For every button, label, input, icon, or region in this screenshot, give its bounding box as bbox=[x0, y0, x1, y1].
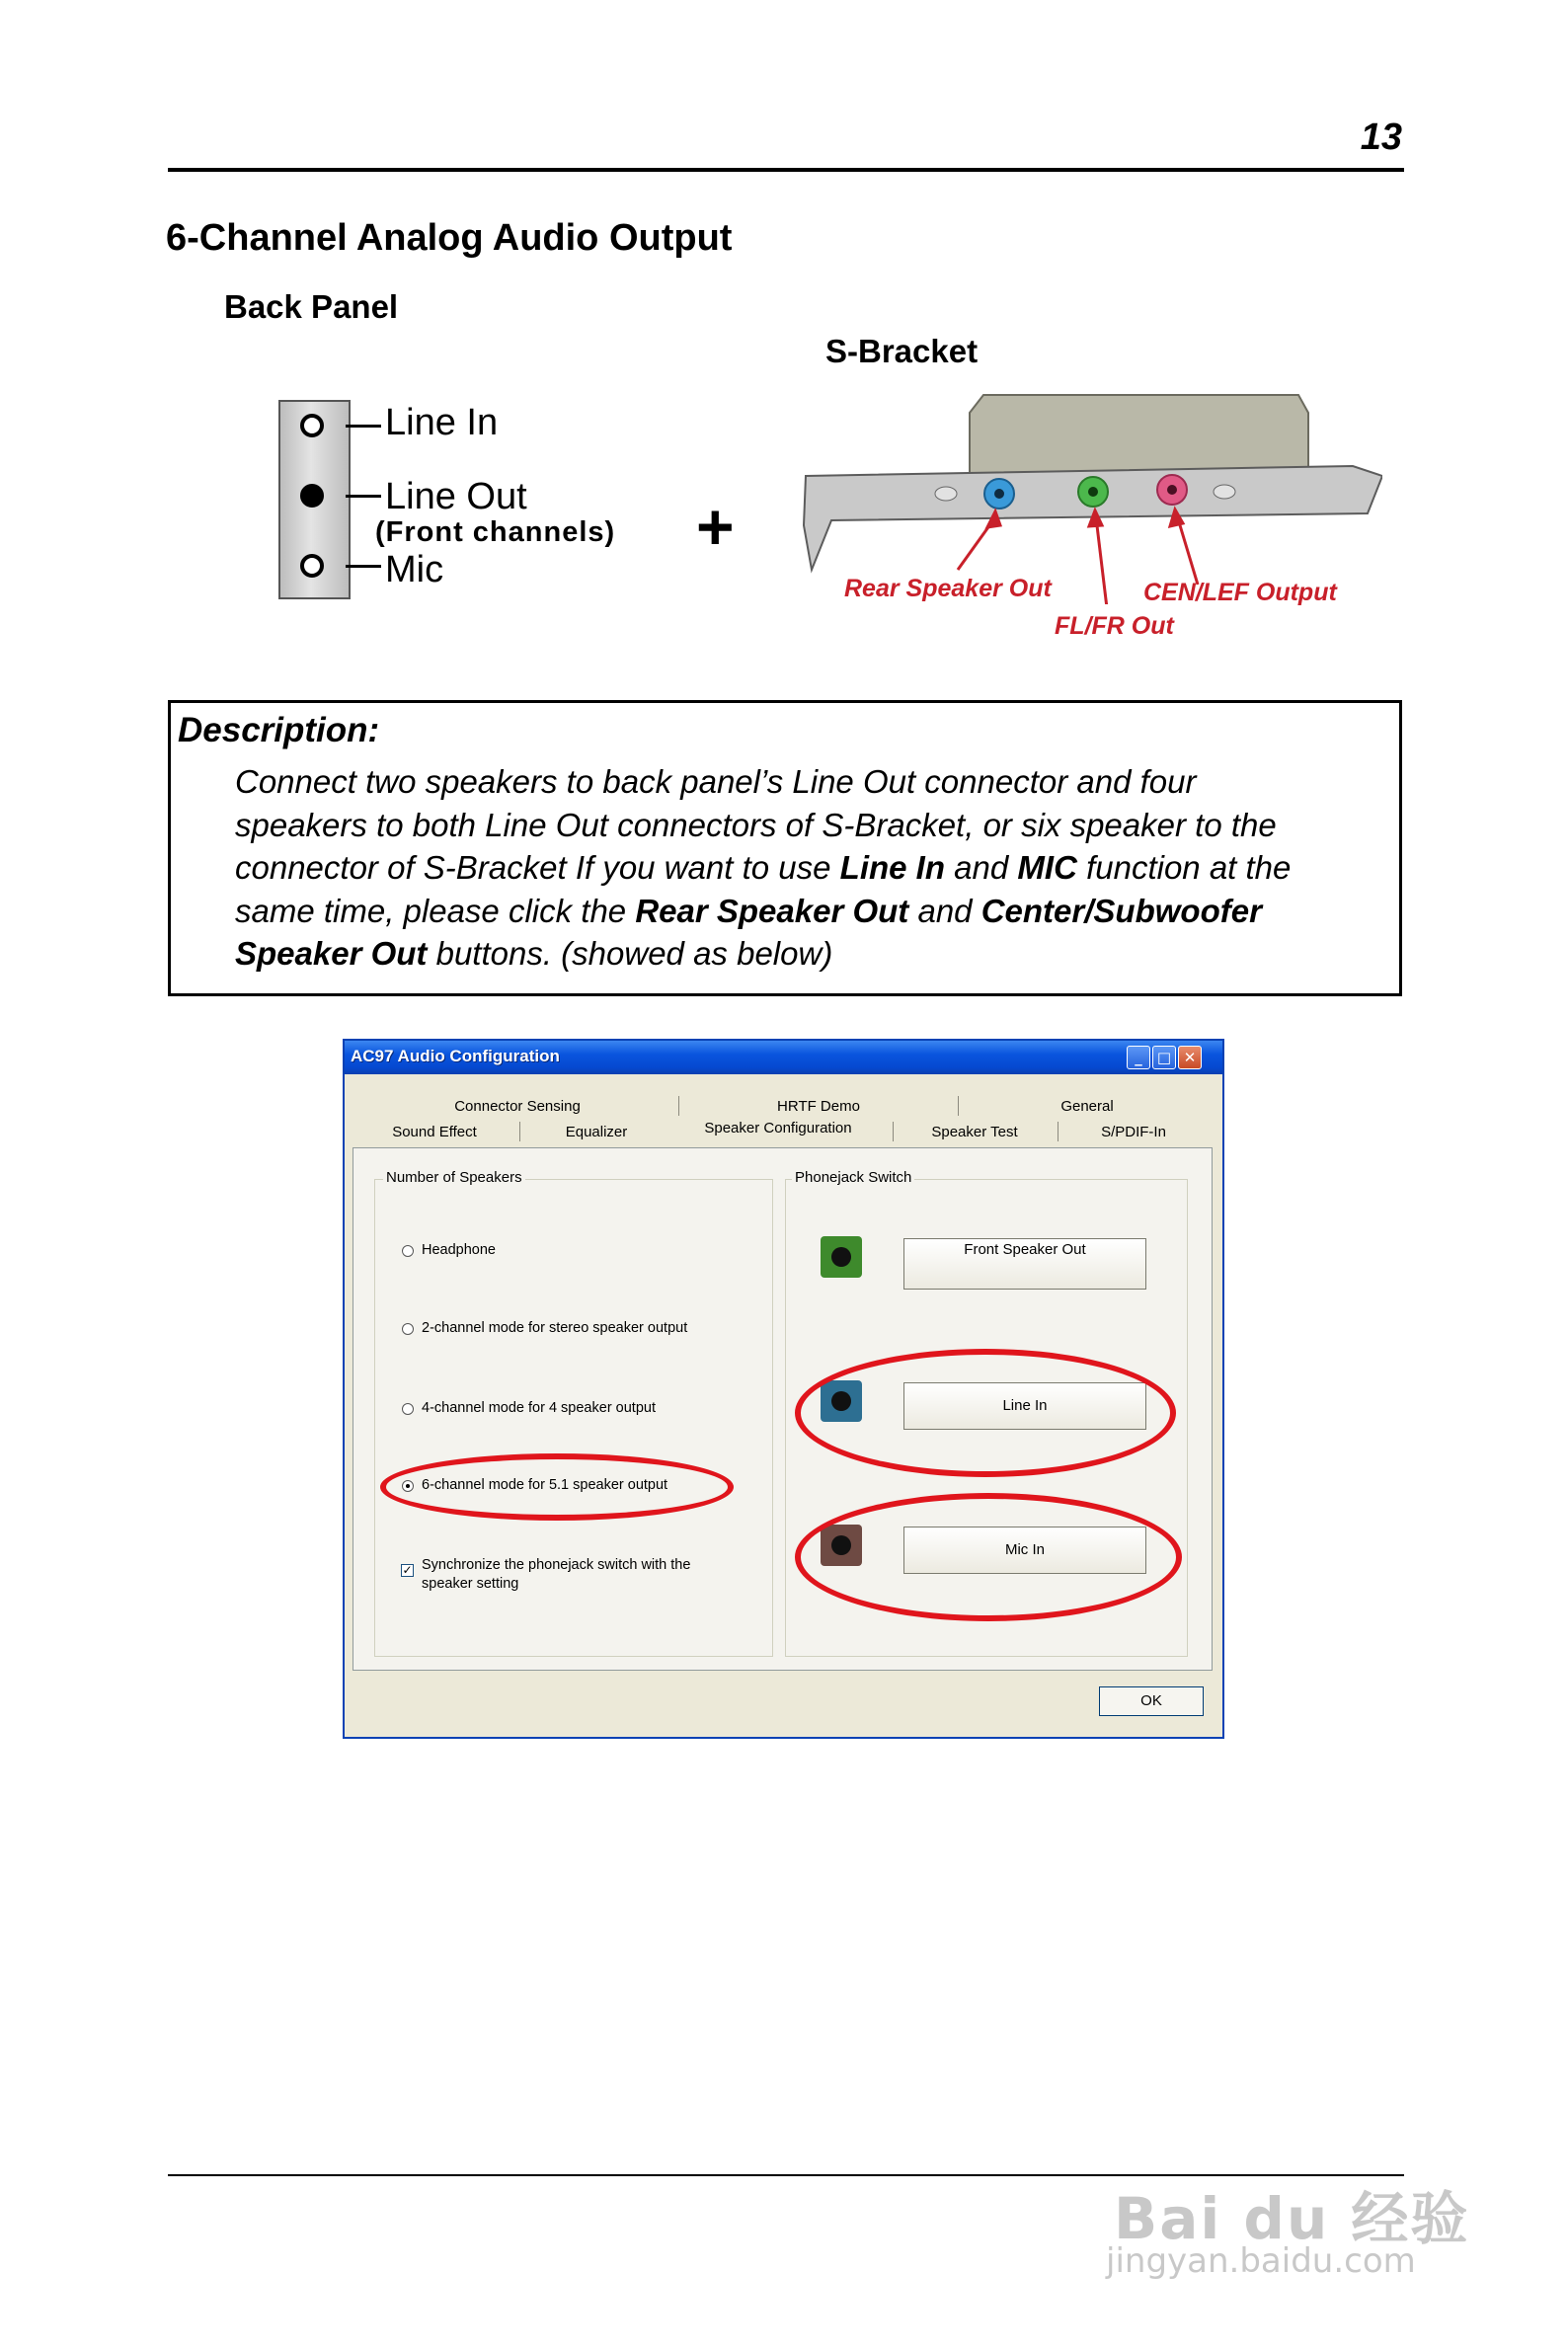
six-channel-option-label[interactable]: 6-channel mode for 5.1 speaker output bbox=[422, 1477, 668, 1493]
headphone-option-label[interactable]: Headphone bbox=[422, 1242, 496, 1258]
center-arrow bbox=[1177, 515, 1198, 585]
line-out-label: Line Out bbox=[385, 476, 527, 517]
ac97-dialog bbox=[343, 1039, 1224, 1739]
sync-label-line-2: speaker setting bbox=[422, 1576, 519, 1592]
top-rule bbox=[168, 168, 1404, 172]
minimize-button[interactable]: _ bbox=[1127, 1046, 1150, 1069]
rear-jack-hole bbox=[994, 489, 1004, 499]
speakers-group-label: Number of Speakers bbox=[383, 1169, 525, 1186]
sync-label-line-1: Synchronize the phonejack switch with the bbox=[422, 1557, 691, 1573]
description-line-4: same time, please click the Rear Speaker Out and Center/Subwoofer bbox=[235, 892, 1262, 929]
headphone-radio[interactable] bbox=[402, 1245, 414, 1257]
cen-lef-output-label: CEN/LEF Output bbox=[1143, 579, 1337, 606]
line-in-label: Line In bbox=[385, 402, 499, 443]
description-line-5: Speaker Out buttons. (showed as below) bbox=[235, 935, 833, 972]
line-out-jack bbox=[300, 484, 324, 508]
mic-lead bbox=[346, 565, 381, 568]
section-title: 6-Channel Analog Audio Output bbox=[166, 217, 733, 259]
plus-sign: + bbox=[696, 490, 735, 563]
description-line-3: connector of S-Bracket If you want to use Line In and MIC function at the bbox=[235, 849, 1292, 886]
sync-checkbox-label[interactable] bbox=[422, 1556, 690, 1594]
maximize-button[interactable]: □ bbox=[1152, 1046, 1176, 1069]
dialog-title: AC97 Audio Configuration bbox=[351, 1047, 560, 1065]
line-in-highlight-oval bbox=[795, 1349, 1176, 1477]
center-jack-hole bbox=[1167, 485, 1177, 495]
front-channels-label: (Front channels) bbox=[375, 516, 616, 548]
two-channel-radio[interactable] bbox=[402, 1323, 414, 1335]
description-line-2: speakers to both Line Out connectors of S-Bracket, or six speaker to the bbox=[235, 806, 1277, 843]
rear-speaker-out-label: Rear Speaker Out bbox=[844, 575, 1052, 602]
description-line-1: Connect two speakers to back panel’s Line Out connector and four bbox=[235, 763, 1197, 800]
dialog-titlebar[interactable] bbox=[345, 1041, 1222, 1074]
line-in-button[interactable]: Line In bbox=[903, 1382, 1146, 1430]
fl-fr-out-label: FL/FR Out bbox=[1055, 612, 1174, 640]
tab-connector-sensing[interactable]: Connector Sensing bbox=[454, 1098, 581, 1115]
mic-label: Mic bbox=[385, 549, 444, 590]
s-bracket-illustration bbox=[800, 387, 1382, 604]
tab-general[interactable]: General bbox=[1060, 1098, 1114, 1115]
line-out-lead bbox=[346, 495, 381, 498]
front-speaker-out-button[interactable]: Front Speaker Out bbox=[903, 1238, 1146, 1290]
ok-button[interactable]: OK bbox=[1099, 1686, 1204, 1716]
tab-sound-effect[interactable]: Sound Effect bbox=[392, 1124, 477, 1140]
watermark-brand: Bai du 经验 bbox=[1114, 2185, 1470, 2252]
front-arrow bbox=[1096, 517, 1108, 604]
six-channel-highlight-oval bbox=[380, 1453, 734, 1521]
tab-hrtf-demo[interactable]: HRTF Demo bbox=[777, 1098, 860, 1115]
description-title: Description: bbox=[178, 711, 380, 749]
bracket-screw-right bbox=[1214, 485, 1235, 499]
s-bracket-title: S-Bracket bbox=[825, 333, 979, 369]
two-channel-option-label[interactable]: 2-channel mode for stereo speaker output bbox=[422, 1320, 688, 1336]
tab-equalizer[interactable]: Equalizer bbox=[565, 1124, 628, 1140]
tab-separator bbox=[519, 1122, 520, 1141]
line-in-jack bbox=[300, 414, 324, 437]
front-speaker-jack-icon bbox=[821, 1236, 862, 1278]
watermark-url: jingyan.baidu.com bbox=[1106, 2241, 1416, 2281]
tab-speaker-configuration[interactable]: Speaker Configuration bbox=[674, 1120, 882, 1147]
description-text bbox=[235, 760, 1400, 976]
sync-checkbox[interactable]: ✓ bbox=[402, 1563, 413, 1577]
tab-separator bbox=[958, 1096, 959, 1116]
front-jack-hole bbox=[1088, 487, 1098, 497]
page-number: 13 bbox=[1360, 117, 1402, 158]
bracket-screw-left bbox=[935, 487, 957, 501]
phonejack-group-label: Phonejack Switch bbox=[792, 1169, 914, 1186]
four-channel-option-label[interactable]: 4-channel mode for 4 speaker output bbox=[422, 1400, 656, 1416]
tab-separator bbox=[678, 1096, 679, 1116]
back-panel-title: Back Panel bbox=[224, 288, 399, 325]
tab-spdif-in[interactable]: S/PDIF-In bbox=[1101, 1124, 1166, 1140]
mic-in-button[interactable]: Mic In bbox=[903, 1527, 1146, 1574]
close-button[interactable]: ✕ bbox=[1178, 1046, 1202, 1069]
four-channel-radio[interactable] bbox=[402, 1403, 414, 1415]
mic-jack bbox=[300, 554, 324, 578]
tab-separator bbox=[893, 1122, 894, 1141]
mic-in-highlight-oval bbox=[795, 1493, 1182, 1621]
tab-speaker-test[interactable]: Speaker Test bbox=[931, 1124, 1018, 1140]
line-in-lead bbox=[346, 425, 381, 428]
